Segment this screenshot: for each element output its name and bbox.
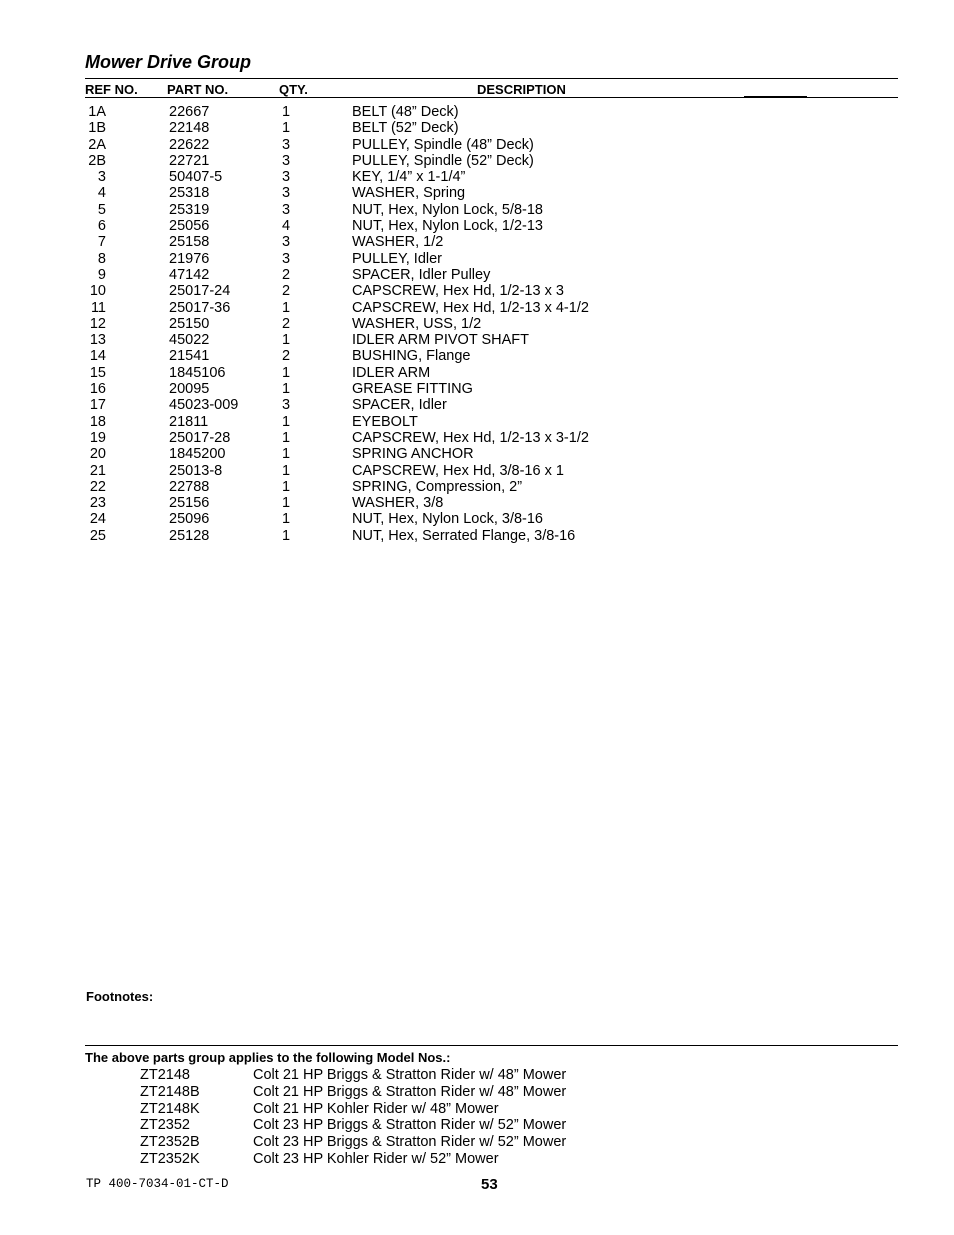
- footnotes-label: Footnotes:: [86, 989, 154, 1004]
- part-no-cell: 21811: [169, 413, 209, 430]
- table-row: [0, 120, 954, 136]
- description-cell: IDLER ARM PIVOT SHAFT: [352, 332, 529, 349]
- qty-cell: 1: [282, 511, 291, 528]
- table-row: [0, 528, 954, 544]
- models-list: [0, 1067, 954, 1168]
- description-cell: CAPSCREW, Hex Hd, 1/2-13 x 3: [352, 283, 564, 300]
- ref-no-cell: 12: [89, 315, 106, 332]
- header-rule: [85, 97, 898, 98]
- ref-no-cell: 18: [89, 413, 106, 430]
- part-no-cell: 25013-8: [169, 462, 223, 479]
- model-item: [0, 1084, 954, 1101]
- model-number: ZT2352: [140, 1117, 190, 1134]
- table-row: [0, 365, 954, 381]
- table-row: [0, 300, 954, 316]
- ref-no-cell: 25: [89, 527, 106, 544]
- model-item: [0, 1101, 954, 1118]
- description-cell: WASHER, USS, 1/2: [352, 315, 482, 332]
- ref-no-cell: 7: [97, 234, 106, 251]
- ref-no-cell: 1B: [88, 120, 106, 137]
- qty-cell: 1: [282, 120, 291, 137]
- column-header-qty: QTY.: [279, 82, 308, 97]
- table-row: [0, 137, 954, 153]
- models-rule: [85, 1045, 898, 1046]
- description-cell: NUT, Hex, Serrated Flange, 3/8-16: [352, 527, 576, 544]
- part-no-cell: 22721: [169, 152, 210, 169]
- qty-cell: 3: [282, 136, 291, 153]
- model-description: Colt 21 HP Kohler Rider w/ 48” Mower: [253, 1100, 499, 1117]
- ref-no-cell: 3: [97, 169, 106, 186]
- description-cell: BELT (52” Deck): [352, 120, 459, 137]
- part-no-cell: 1845106: [169, 364, 226, 381]
- qty-cell: 1: [282, 332, 291, 349]
- qty-cell: 2: [282, 315, 291, 332]
- ref-no-cell: 6: [97, 218, 106, 235]
- part-no-cell: 25017-36: [169, 299, 231, 316]
- part-no-cell: 21541: [169, 348, 210, 365]
- model-item: [0, 1117, 954, 1134]
- part-no-cell: 25017-28: [169, 429, 231, 446]
- ref-no-cell: 23: [89, 495, 106, 512]
- qty-cell: 3: [282, 397, 291, 414]
- model-number: ZT2148: [140, 1067, 190, 1083]
- ref-no-cell: 1A: [88, 104, 106, 120]
- table-row: [0, 463, 954, 479]
- page-title: Mower Drive Group: [85, 52, 252, 72]
- qty-cell: 2: [282, 266, 291, 283]
- table-row: [0, 267, 954, 283]
- description-cell: PULLEY, Idler: [352, 250, 443, 267]
- qty-cell: 3: [282, 201, 291, 218]
- model-description: Colt 21 HP Briggs & Stratton Rider w/ 48” Mower: [253, 1067, 567, 1083]
- qty-cell: 1: [282, 478, 291, 495]
- part-no-cell: 25156: [169, 495, 210, 512]
- description-cell: WASHER, 1/2: [352, 234, 444, 251]
- description-cell: WASHER, 3/8: [352, 495, 444, 512]
- column-header-ref: REF NO.: [85, 82, 138, 97]
- ref-no-cell: 11: [90, 299, 106, 316]
- qty-cell: 1: [282, 299, 291, 316]
- ref-no-cell: 2A: [88, 136, 106, 153]
- table-row: [0, 495, 954, 511]
- qty-cell: 1: [282, 446, 291, 463]
- model-description: Colt 23 HP Briggs & Stratton Rider w/ 52” Mower: [253, 1134, 567, 1151]
- table-row: [0, 185, 954, 201]
- qty-cell: 1: [282, 413, 291, 430]
- table-row: [0, 332, 954, 348]
- description-cell: CAPSCREW, Hex Hd, 1/2-13 x 4-1/2: [352, 299, 589, 316]
- qty-cell: 1: [282, 381, 291, 398]
- qty-cell: 1: [282, 495, 291, 512]
- models-heading: The above parts group applies to the following Model Nos.:: [85, 1050, 451, 1065]
- ref-no-cell: 4: [97, 185, 106, 202]
- table-row: [0, 414, 954, 430]
- ref-no-cell: 2B: [88, 152, 106, 169]
- header-rule-accent: [744, 96, 807, 97]
- qty-cell: 1: [282, 364, 291, 381]
- model-item: [0, 1067, 954, 1084]
- part-no-cell: 22667: [169, 104, 210, 120]
- description-cell: PULLEY, Spindle (48” Deck): [352, 136, 534, 153]
- model-description: Colt 23 HP Briggs & Stratton Rider w/ 52” Mower: [253, 1117, 567, 1134]
- part-no-cell: 25096: [169, 511, 210, 528]
- description-cell: SPRING ANCHOR: [352, 446, 474, 463]
- description-cell: IDLER ARM: [352, 364, 431, 381]
- part-no-cell: 22148: [169, 120, 210, 137]
- qty-cell: 1: [282, 104, 291, 120]
- qty-cell: 1: [282, 462, 291, 479]
- qty-cell: 3: [282, 169, 291, 186]
- description-cell: WASHER, Spring: [352, 185, 466, 202]
- part-no-cell: 21976: [169, 250, 210, 267]
- qty-cell: 2: [282, 283, 291, 300]
- description-cell: BELT (48” Deck): [352, 104, 459, 120]
- qty-cell: 3: [282, 185, 291, 202]
- title-rule: [85, 78, 898, 79]
- page-number: 53: [481, 1176, 498, 1193]
- part-no-cell: 25319: [169, 201, 210, 218]
- part-no-cell: 25150: [169, 315, 210, 332]
- part-no-cell: 20095: [169, 381, 210, 398]
- part-no-cell: 47142: [169, 266, 210, 283]
- table-row: [0, 381, 954, 397]
- table-row: [0, 446, 954, 462]
- parts-table: [0, 104, 954, 544]
- ref-no-cell: 21: [89, 462, 106, 479]
- part-no-cell: 25128: [169, 527, 210, 544]
- part-no-cell: 45023-009: [169, 397, 239, 414]
- qty-cell: 1: [282, 429, 291, 446]
- model-item: [0, 1134, 954, 1151]
- part-no-cell: 50407-5: [169, 169, 223, 186]
- model-description: Colt 21 HP Briggs & Stratton Rider w/ 48” Mower: [253, 1083, 567, 1100]
- table-row: [0, 316, 954, 332]
- qty-cell: 4: [282, 218, 291, 235]
- table-row: [0, 234, 954, 250]
- ref-no-cell: 10: [89, 283, 106, 300]
- qty-cell: 1: [282, 527, 291, 544]
- description-cell: GREASE FITTING: [352, 381, 473, 398]
- qty-cell: 3: [282, 152, 291, 169]
- description-cell: KEY, 1/4” x 1-1/4”: [352, 169, 466, 186]
- part-no-cell: 25318: [169, 185, 210, 202]
- table-row: [0, 218, 954, 234]
- ref-no-cell: 13: [89, 332, 106, 349]
- description-cell: CAPSCREW, Hex Hd, 3/8-16 x 1: [352, 462, 564, 479]
- model-item: [0, 1151, 954, 1168]
- column-header-description: DESCRIPTION: [477, 82, 566, 97]
- qty-cell: 2: [282, 348, 291, 365]
- description-cell: CAPSCREW, Hex Hd, 1/2-13 x 3-1/2: [352, 429, 589, 446]
- description-cell: PULLEY, Spindle (52” Deck): [352, 152, 534, 169]
- ref-no-cell: 17: [89, 397, 106, 414]
- part-no-cell: 45022: [169, 332, 210, 349]
- ref-no-cell: 5: [97, 201, 106, 218]
- ref-no-cell: 24: [89, 511, 106, 528]
- description-cell: SPRING, Compression, 2”: [352, 478, 523, 495]
- description-cell: SPACER, Idler Pulley: [352, 266, 491, 283]
- qty-cell: 3: [282, 250, 291, 267]
- description-cell: SPACER, Idler: [352, 397, 447, 414]
- part-no-cell: 22622: [169, 136, 210, 153]
- part-no-cell: 22788: [169, 478, 210, 495]
- ref-no-cell: 20: [89, 446, 106, 463]
- table-row: [0, 202, 954, 218]
- description-cell: BUSHING, Flange: [352, 348, 471, 365]
- qty-cell: 3: [282, 234, 291, 251]
- part-no-cell: 1845200: [169, 446, 226, 463]
- model-number: ZT2352B: [140, 1134, 200, 1151]
- part-no-cell: 25017-24: [169, 283, 231, 300]
- description-cell: EYEBOLT: [352, 413, 418, 430]
- table-row: [0, 104, 954, 120]
- ref-no-cell: 15: [89, 364, 106, 381]
- model-number: ZT2352K: [140, 1150, 200, 1167]
- description-cell: NUT, Hex, Nylon Lock, 5/8-18: [352, 201, 543, 218]
- table-row: [0, 397, 954, 413]
- model-number: ZT2148B: [140, 1083, 200, 1100]
- document-number: TP 400-7034-01-CT-D: [86, 1177, 229, 1191]
- part-no-cell: 25158: [169, 234, 210, 251]
- ref-no-cell: 16: [89, 381, 106, 398]
- model-description: Colt 23 HP Kohler Rider w/ 52” Mower: [253, 1150, 499, 1167]
- table-row: [0, 283, 954, 299]
- description-cell: NUT, Hex, Nylon Lock, 1/2-13: [352, 218, 543, 235]
- ref-no-cell: 22: [89, 478, 106, 495]
- ref-no-cell: 8: [97, 250, 106, 267]
- table-row: [0, 430, 954, 446]
- part-no-cell: 25056: [169, 218, 210, 235]
- ref-no-cell: 14: [89, 348, 106, 365]
- description-cell: NUT, Hex, Nylon Lock, 3/8-16: [352, 511, 543, 528]
- table-row: [0, 153, 954, 169]
- table-row: [0, 169, 954, 185]
- ref-no-cell: 19: [89, 429, 106, 446]
- column-header-part: PART NO.: [167, 82, 229, 97]
- table-row: [0, 348, 954, 364]
- model-number: ZT2148K: [140, 1100, 200, 1117]
- table-row: [0, 511, 954, 527]
- table-row: [0, 479, 954, 495]
- ref-no-cell: 9: [97, 266, 106, 283]
- table-row: [0, 251, 954, 267]
